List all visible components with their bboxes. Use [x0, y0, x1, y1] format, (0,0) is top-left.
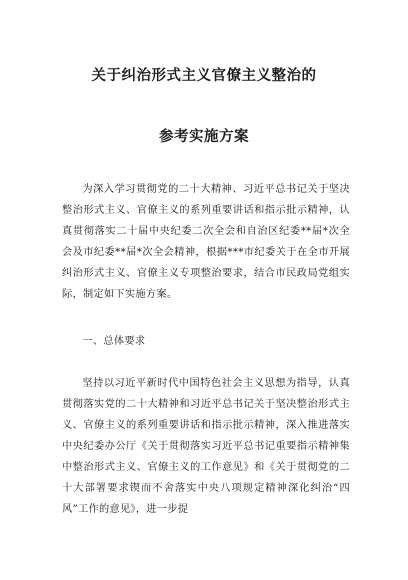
document-subtitle: 参考实施方案 [159, 129, 249, 145]
body-paragraph: 坚持以习近平新时代中国特色社会主义思想为指导，认真贯彻落实党的二十大精神和习近平总书记关于坚决整治形式主义、官僚主义的系列重要讲话和指示批示精神，深入推进落实中央纪委办公厅《关于贯彻落实习近平总书记重要指示精神集中整治形式主义、官僚主义的工作意见》和《关于贯彻党的二十大部署要求锲而不舍落实中央八项规定精神深化纠治“四风”工作的意见》，进一步提 [62, 378, 350, 515]
section-heading-general-requirements: 一、总体要求 [82, 336, 146, 347]
document-title: 关于纠治形式主义官僚主义整治的 [91, 68, 317, 84]
intro-paragraph: 为深入学习贯彻党的二十大精神、习近平总书记关于坚决整治形式主义、官僚主义的系列重要讲话和指示批示精神，认真贯彻落实二十届中央纪委二次全会和自治区纪委**届*次全会及市纪委**届*次全会精神，根据***市纪委关于在全市开展纠治形式主义、官僚主义专项整治要求，结合市民政局党组实际，制定如下实施方案。 [62, 184, 350, 300]
